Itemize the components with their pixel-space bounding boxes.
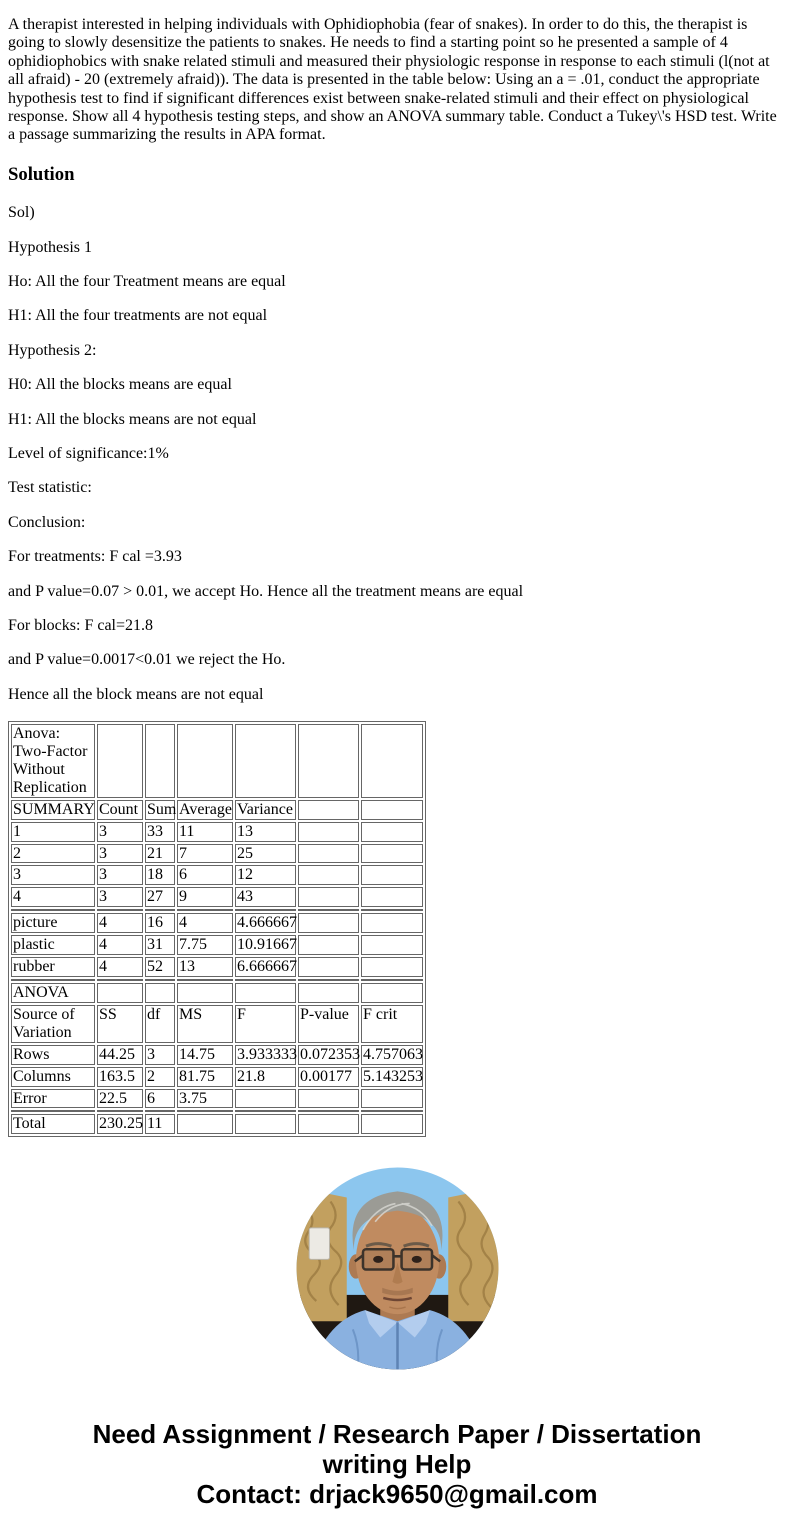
table-cell (361, 822, 423, 842)
table-cell: 27 (145, 887, 175, 907)
table-cell: 4.666667 (237, 914, 297, 932)
solution-line: and P value=0.0017<0.01 we reject the Ho. (8, 651, 286, 669)
table-cell (298, 1089, 359, 1109)
table-cell: 3.933333 (237, 1045, 297, 1063)
solution-line: Sol) (8, 204, 35, 222)
table-cell: plastic (11, 935, 95, 955)
table-cell: 21 (145, 844, 175, 864)
table-cell: 3 (145, 1045, 175, 1065)
photo-section (8, 1167, 786, 1370)
table-cell: 0.072353 (300, 1045, 360, 1063)
table-cell: 1 (11, 822, 95, 842)
table-cell: 3 (11, 865, 95, 885)
table-cell (298, 909, 359, 911)
table-cell (97, 909, 143, 911)
table-cell: 6 (177, 865, 233, 885)
table-cell (145, 909, 175, 911)
table-cell: rubber (11, 957, 95, 977)
table-cell (361, 887, 423, 907)
table-cell: 4 (97, 935, 143, 955)
table-cell: SUMMARY (13, 800, 95, 818)
table-cell (177, 979, 233, 981)
table-row (11, 724, 423, 798)
footer-help-text: Need Assignment / Research Paper / Dissertation writing Help (92, 1419, 702, 1480)
table-cell: 2 (145, 1067, 175, 1087)
table-cell (11, 909, 95, 911)
intro-paragraph: A therapist interested in helping individuals with Ophidiophobia (fear of snakes). In order to do this, the therapist is going to slowly desensitize the patients to snakes. He needs to find a starting point so he presented a sample of 4 ophidiophobics with snake related stimuli and measured their physiologic response in response to each stimuli (l(not at all afraid) - 20 (extremely afraid)). The data is presented in the table below: Using an a = .01, conduct the appropriate hypothesis test to find if significant differences exist between snake-related stimuli and their effect on physiological response. Show all 4 hypothesis testing steps, and show an ANOVA summary table. Conduct a Tukey\'s HSD test. Write a passage summarizing the results in APA format. (8, 16, 777, 144)
solution-line: H1: All the blocks means are not equal (8, 410, 257, 428)
table-cell: 4 (97, 913, 143, 933)
table-cell: 11 (177, 822, 233, 842)
table-cell: Count (97, 800, 143, 820)
table-cell: 25 (235, 844, 296, 864)
solution-line: For blocks: F cal=21.8 (8, 616, 154, 634)
table-cell (298, 724, 359, 798)
solution-line: Ho: All the four Treatment means are equal (8, 273, 286, 291)
table-cell: 6 (145, 1089, 175, 1109)
solution-line: Level of significance:1% (8, 444, 169, 462)
table-cell (298, 1110, 359, 1112)
table-cell: Columns (11, 1067, 95, 1087)
eye-right (411, 1256, 421, 1263)
table-cell: 31 (145, 935, 175, 955)
table-cell: 4 (97, 957, 143, 977)
table-cell (97, 1110, 143, 1112)
table-cell (235, 1089, 296, 1109)
table-row (11, 1005, 423, 1043)
table-cell: 10.91667 (237, 936, 297, 954)
table-cell: F crit (361, 1005, 423, 1043)
table-cell: SS (97, 1005, 143, 1043)
table-cell: P-value (298, 1005, 359, 1043)
table-cell: Total (11, 1114, 95, 1134)
table-cell (298, 887, 359, 907)
table-cell (145, 983, 175, 1003)
solution-line: Hypothesis 1 (8, 238, 92, 256)
table-spacer-row (11, 1110, 423, 1112)
table-cell (361, 1114, 423, 1134)
table-cell (298, 979, 359, 981)
table-cell (298, 800, 359, 820)
table-cell (361, 957, 423, 977)
table-cell: Error (11, 1089, 95, 1109)
anova-table (8, 721, 426, 1137)
table-cell: 81.75 (177, 1067, 233, 1087)
table-cell: 3.75 (177, 1089, 233, 1109)
table-cell (235, 909, 296, 911)
table-cell: 13 (177, 957, 233, 977)
table-cell: Variance (235, 800, 296, 820)
solution-line: Conclusion: (8, 513, 86, 531)
table-cell (235, 1110, 296, 1112)
table-row (11, 957, 423, 977)
table-cell (298, 865, 359, 885)
table-cell (177, 909, 233, 911)
table-cell: Sum (147, 800, 177, 818)
table-row (11, 983, 423, 1003)
table-cell: 3 (97, 844, 143, 864)
solution-line: Test statistic: (8, 479, 92, 497)
footer-contact-email: Contact: drjack9650@gmail.com (196, 1479, 598, 1510)
table-cell (177, 983, 233, 1003)
table-cell: 163.5 (97, 1067, 143, 1087)
table-row (11, 1114, 423, 1134)
table-spacer-row (11, 909, 423, 911)
table-cell: 6.666667 (237, 958, 297, 976)
solution-line: For treatments: F cal =3.93 (8, 548, 182, 566)
table-cell (361, 909, 423, 911)
table-cell (97, 979, 143, 981)
table-cell (361, 913, 423, 933)
table-cell (361, 983, 423, 1003)
table-cell: 18 (145, 865, 175, 885)
table-cell: 7.75 (177, 935, 233, 955)
solution-line: and P value=0.07 > 0.01, we accept Ho. Hence all the treatment means are equal (8, 582, 524, 600)
table-row (11, 1089, 423, 1109)
table-spacer-row (11, 979, 423, 981)
table-row (11, 1045, 423, 1065)
footer-banner (47, 1419, 747, 1509)
curtain-right (448, 1187, 499, 1321)
table-cell (235, 1114, 296, 1134)
table-cell: MS (177, 1005, 233, 1043)
table-row (11, 887, 423, 907)
table-cell: 3 (97, 887, 143, 907)
table-cell: 3 (97, 822, 143, 842)
table-cell (298, 822, 359, 842)
table-cell (235, 724, 296, 798)
table-row (11, 1067, 423, 1087)
table-cell (11, 1110, 95, 1112)
solution-heading: Solution (8, 163, 75, 185)
table-cell: Average (179, 800, 232, 818)
table-row (11, 865, 423, 885)
table-cell: 4.757063 (363, 1045, 423, 1063)
table-cell: F (235, 1005, 296, 1043)
solution-line: H1: All the four treatments are not equal (8, 307, 268, 325)
table-cell (177, 1110, 233, 1112)
table-cell (361, 800, 423, 820)
solution-line: H0: All the blocks means are equal (8, 376, 232, 394)
table-cell (177, 724, 233, 798)
table-cell: 230.25 (99, 1115, 143, 1133)
wall-switch-plate (309, 1228, 329, 1259)
table-cell (298, 983, 359, 1003)
solution-lines (8, 204, 786, 704)
table-cell: 14.75 (177, 1045, 233, 1065)
solution-line: Hypothesis 2: (8, 341, 97, 359)
eye-left (373, 1256, 383, 1263)
table-cell: 4 (11, 887, 95, 907)
table-cell: Anova: Two-Factor Without Replication (11, 724, 95, 798)
table-cell: 5.143253 (363, 1067, 423, 1085)
table-cell: 9 (177, 887, 233, 907)
table-cell: 44.25 (97, 1045, 143, 1065)
table-cell (177, 1114, 233, 1134)
table-cell: ANOVA (11, 983, 95, 1003)
table-cell (298, 844, 359, 864)
table-row (11, 935, 423, 955)
table-cell: 52 (145, 957, 175, 977)
table-row (11, 844, 423, 864)
table-cell: df (145, 1005, 175, 1043)
table-cell: 2 (11, 844, 95, 864)
table-cell (11, 979, 95, 981)
table-cell (361, 1110, 423, 1112)
table-cell: 12 (235, 865, 296, 885)
table-cell (298, 1114, 359, 1134)
table-cell: 4 (177, 913, 233, 933)
table-cell (361, 865, 423, 885)
table-cell: 33 (145, 822, 175, 842)
table-cell (298, 935, 359, 955)
table-cell (145, 1110, 175, 1112)
tutor-portrait-illustration (296, 1167, 499, 1370)
table-row (11, 800, 423, 820)
table-cell: 13 (235, 822, 296, 842)
table-row (11, 822, 423, 842)
table-cell (298, 913, 359, 933)
table-cell (235, 979, 296, 981)
table-cell (298, 957, 359, 977)
solution-line: Hence all the block means are not equal (8, 685, 264, 703)
table-cell: Rows (11, 1045, 95, 1065)
table-cell: 43 (235, 887, 296, 907)
tutor-photo (296, 1167, 499, 1370)
table-cell: 21.8 (235, 1067, 296, 1087)
anova-table-container (8, 721, 786, 1138)
table-cell (97, 983, 143, 1003)
table-row (11, 913, 423, 933)
table-cell: 3 (97, 865, 143, 885)
table-cell (361, 935, 423, 955)
table-cell (145, 724, 175, 798)
table-cell (361, 844, 423, 864)
table-cell (361, 724, 423, 798)
document-page (8, 16, 786, 1510)
table-cell: Source of Variation (11, 1005, 95, 1043)
table-cell: 0.00177 (298, 1067, 359, 1087)
table-cell: picture (11, 913, 95, 933)
table-cell (361, 979, 423, 981)
table-cell: 16 (145, 913, 175, 933)
table-cell (97, 724, 143, 798)
table-cell (145, 979, 175, 981)
table-cell: 11 (145, 1114, 175, 1134)
table-cell (361, 1089, 423, 1109)
table-cell: 22.5 (97, 1089, 143, 1109)
table-cell: 7 (177, 844, 233, 864)
table-cell (235, 983, 296, 1003)
